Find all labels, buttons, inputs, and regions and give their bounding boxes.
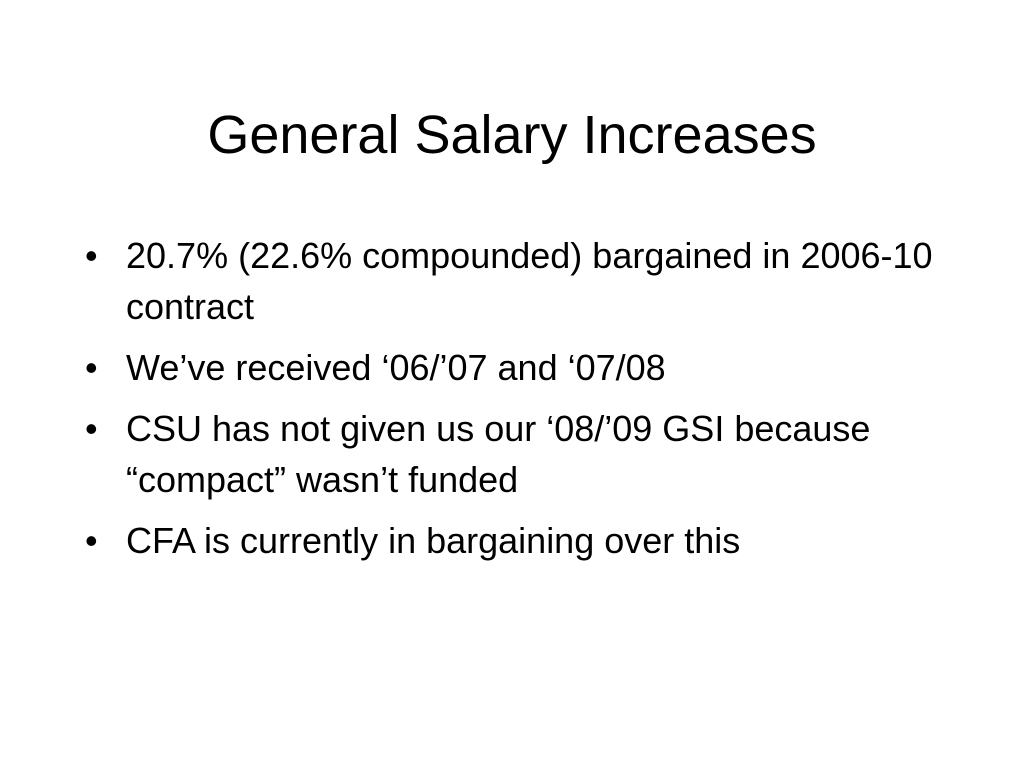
bullet-item: [85, 230, 945, 332]
bullet-dot-icon: •: [85, 235, 98, 276]
slide-title: General Salary Increases: [207, 105, 817, 165]
bullet-text: CSU has not given us our ‘08/’09 GSI because “compact” wasn’t funded: [126, 408, 871, 500]
bullet-dot-icon: •: [85, 520, 98, 561]
bullet-list: [85, 230, 945, 576]
bullet-text: 20.7% (22.6% compounded) bargained in 2006-10 contract: [126, 235, 933, 327]
bullet-item: [85, 403, 945, 505]
bullet-item: [85, 342, 945, 393]
bullet-text: CFA is currently in bargaining over this: [126, 520, 741, 561]
bullet-text: We’ve received ‘06/’07 and ‘07/08: [126, 347, 666, 388]
bullet-dot-icon: •: [85, 408, 98, 449]
bullet-item: [85, 515, 945, 566]
bullet-dot-icon: •: [85, 347, 98, 388]
